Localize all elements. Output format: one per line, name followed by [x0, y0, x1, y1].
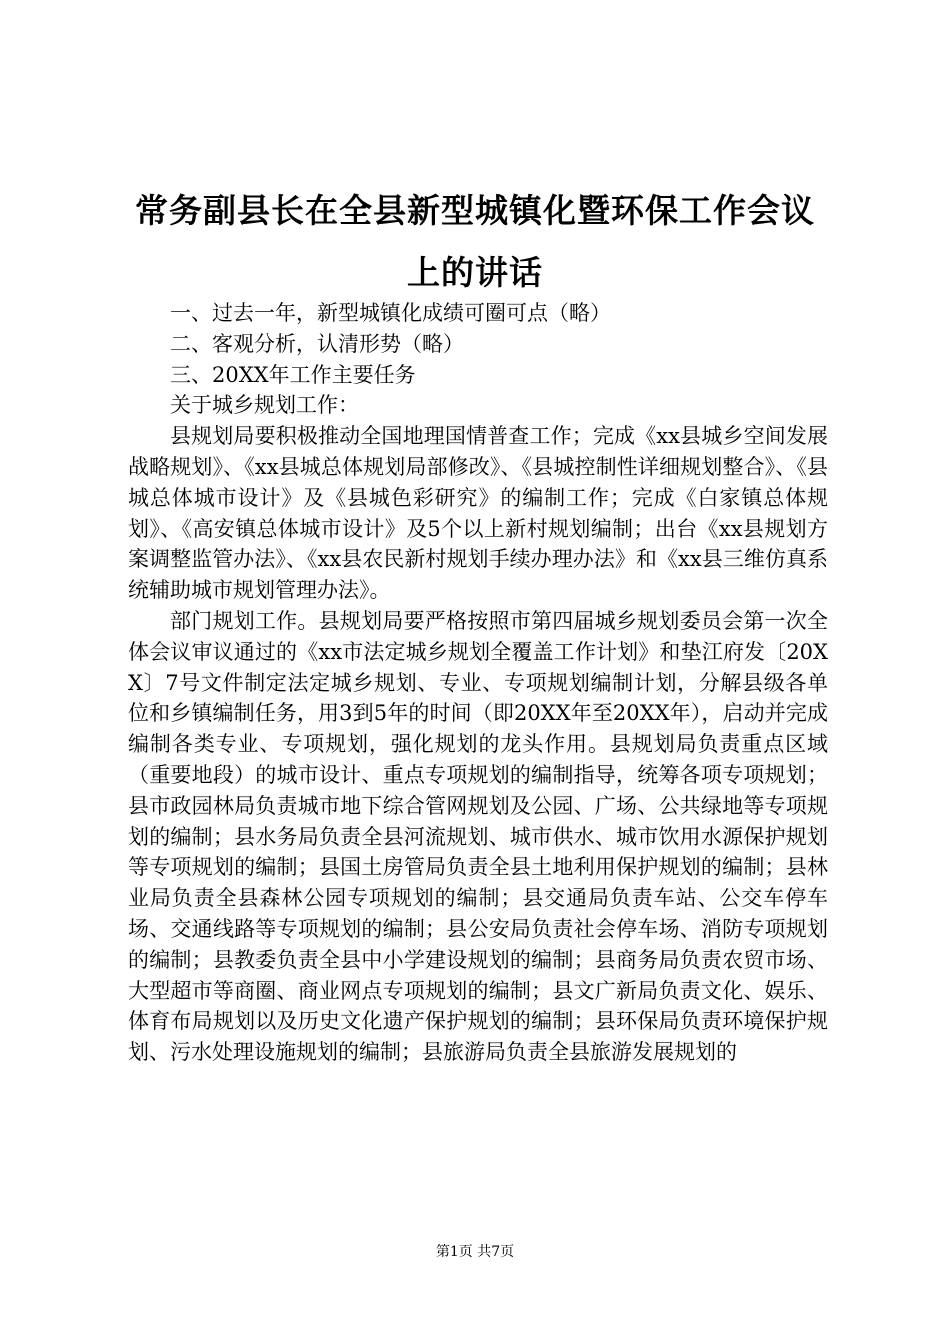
page-footer: 第1页 共7页 — [435, 1244, 515, 1260]
paragraph-planning-bureau: 县规划局要积极推动全国地理国情普查工作；完成《xx县城乡空间发展战略规划》、《xx县城总体规划局部修改》、《县城控制性详细规划整合》、《县城总体城市设计》及《县城色彩研究》的编制工作；完成《白家镇总体规划》、《高安镇总体城市设计》及5个以上新村规划编制；出台《xx县规划方案调整监管办法》、《xx县农民新村规划手续办理办法》和《xx县三维仿真系统辅助城市规划管理办法》。 — [128, 424, 828, 603]
paragraph-subheading: 关于城乡规划工作： — [170, 393, 359, 418]
paragraph-department-planning: 部门规划工作。县规划局要严格按照市第四届城乡规划委员会第一次全体会议审议通过的《xx市法定城乡规划全覆盖工作计划》和垫江府发〔20XX〕7号文件制定法定城乡规划、专业、专项规划编制计划，分解县级各单位和乡镇编制任务，用3到5年的时间（即20XX年至20XX年），启动并完成编制各类专业、专项规划，强化规划的龙头作用。县规划局负责重点区域（重要地段）的城市设计、重点专项规划的编制指导，统筹各项专项规划；县市政园林局负责城市地下综合管网规划及公园、广场、公共绿地等专项规划的编制；县水务局负责全县河流规划、城市供水、城市饮用水源保护规划等专项规划的编制；县国土房管局负责全县土地利用保护规划的编制；县林业局负责全县森林公园专项规划的编制；县交通局负责车站、公交车停车场、交通线路等专项规划的编制；县公安局负责社会停车场、消防专项规划的编制；县教委负责全县中小学建设规划的编制；县商务局负责农贸市场、大型超市等商圈、商业网点专项规划的编制；县文广新局负责文化、娱乐、体育布局规划以及历史文化遗产保护规划的编制；县环保局负责环境保护规划、污水处理设施规划的编制；县旅游局负责全县旅游发展规划的 — [128, 608, 828, 1065]
paragraph-section-3: 三、20XX年工作主要任务 — [170, 362, 416, 387]
document-title — [120, 180, 830, 304]
title-line-1: 常务副县长在全县新型城镇化暨环保工作会议 — [135, 191, 815, 230]
title-line-2: 上的讲话 — [407, 253, 543, 292]
paragraph-section-1: 一、过去一年，新型城镇化成绩可圈可点（略） — [170, 301, 611, 325]
document-body — [128, 298, 828, 1068]
paragraph-section-2: 二、客观分析，认清形势（略） — [170, 331, 464, 356]
